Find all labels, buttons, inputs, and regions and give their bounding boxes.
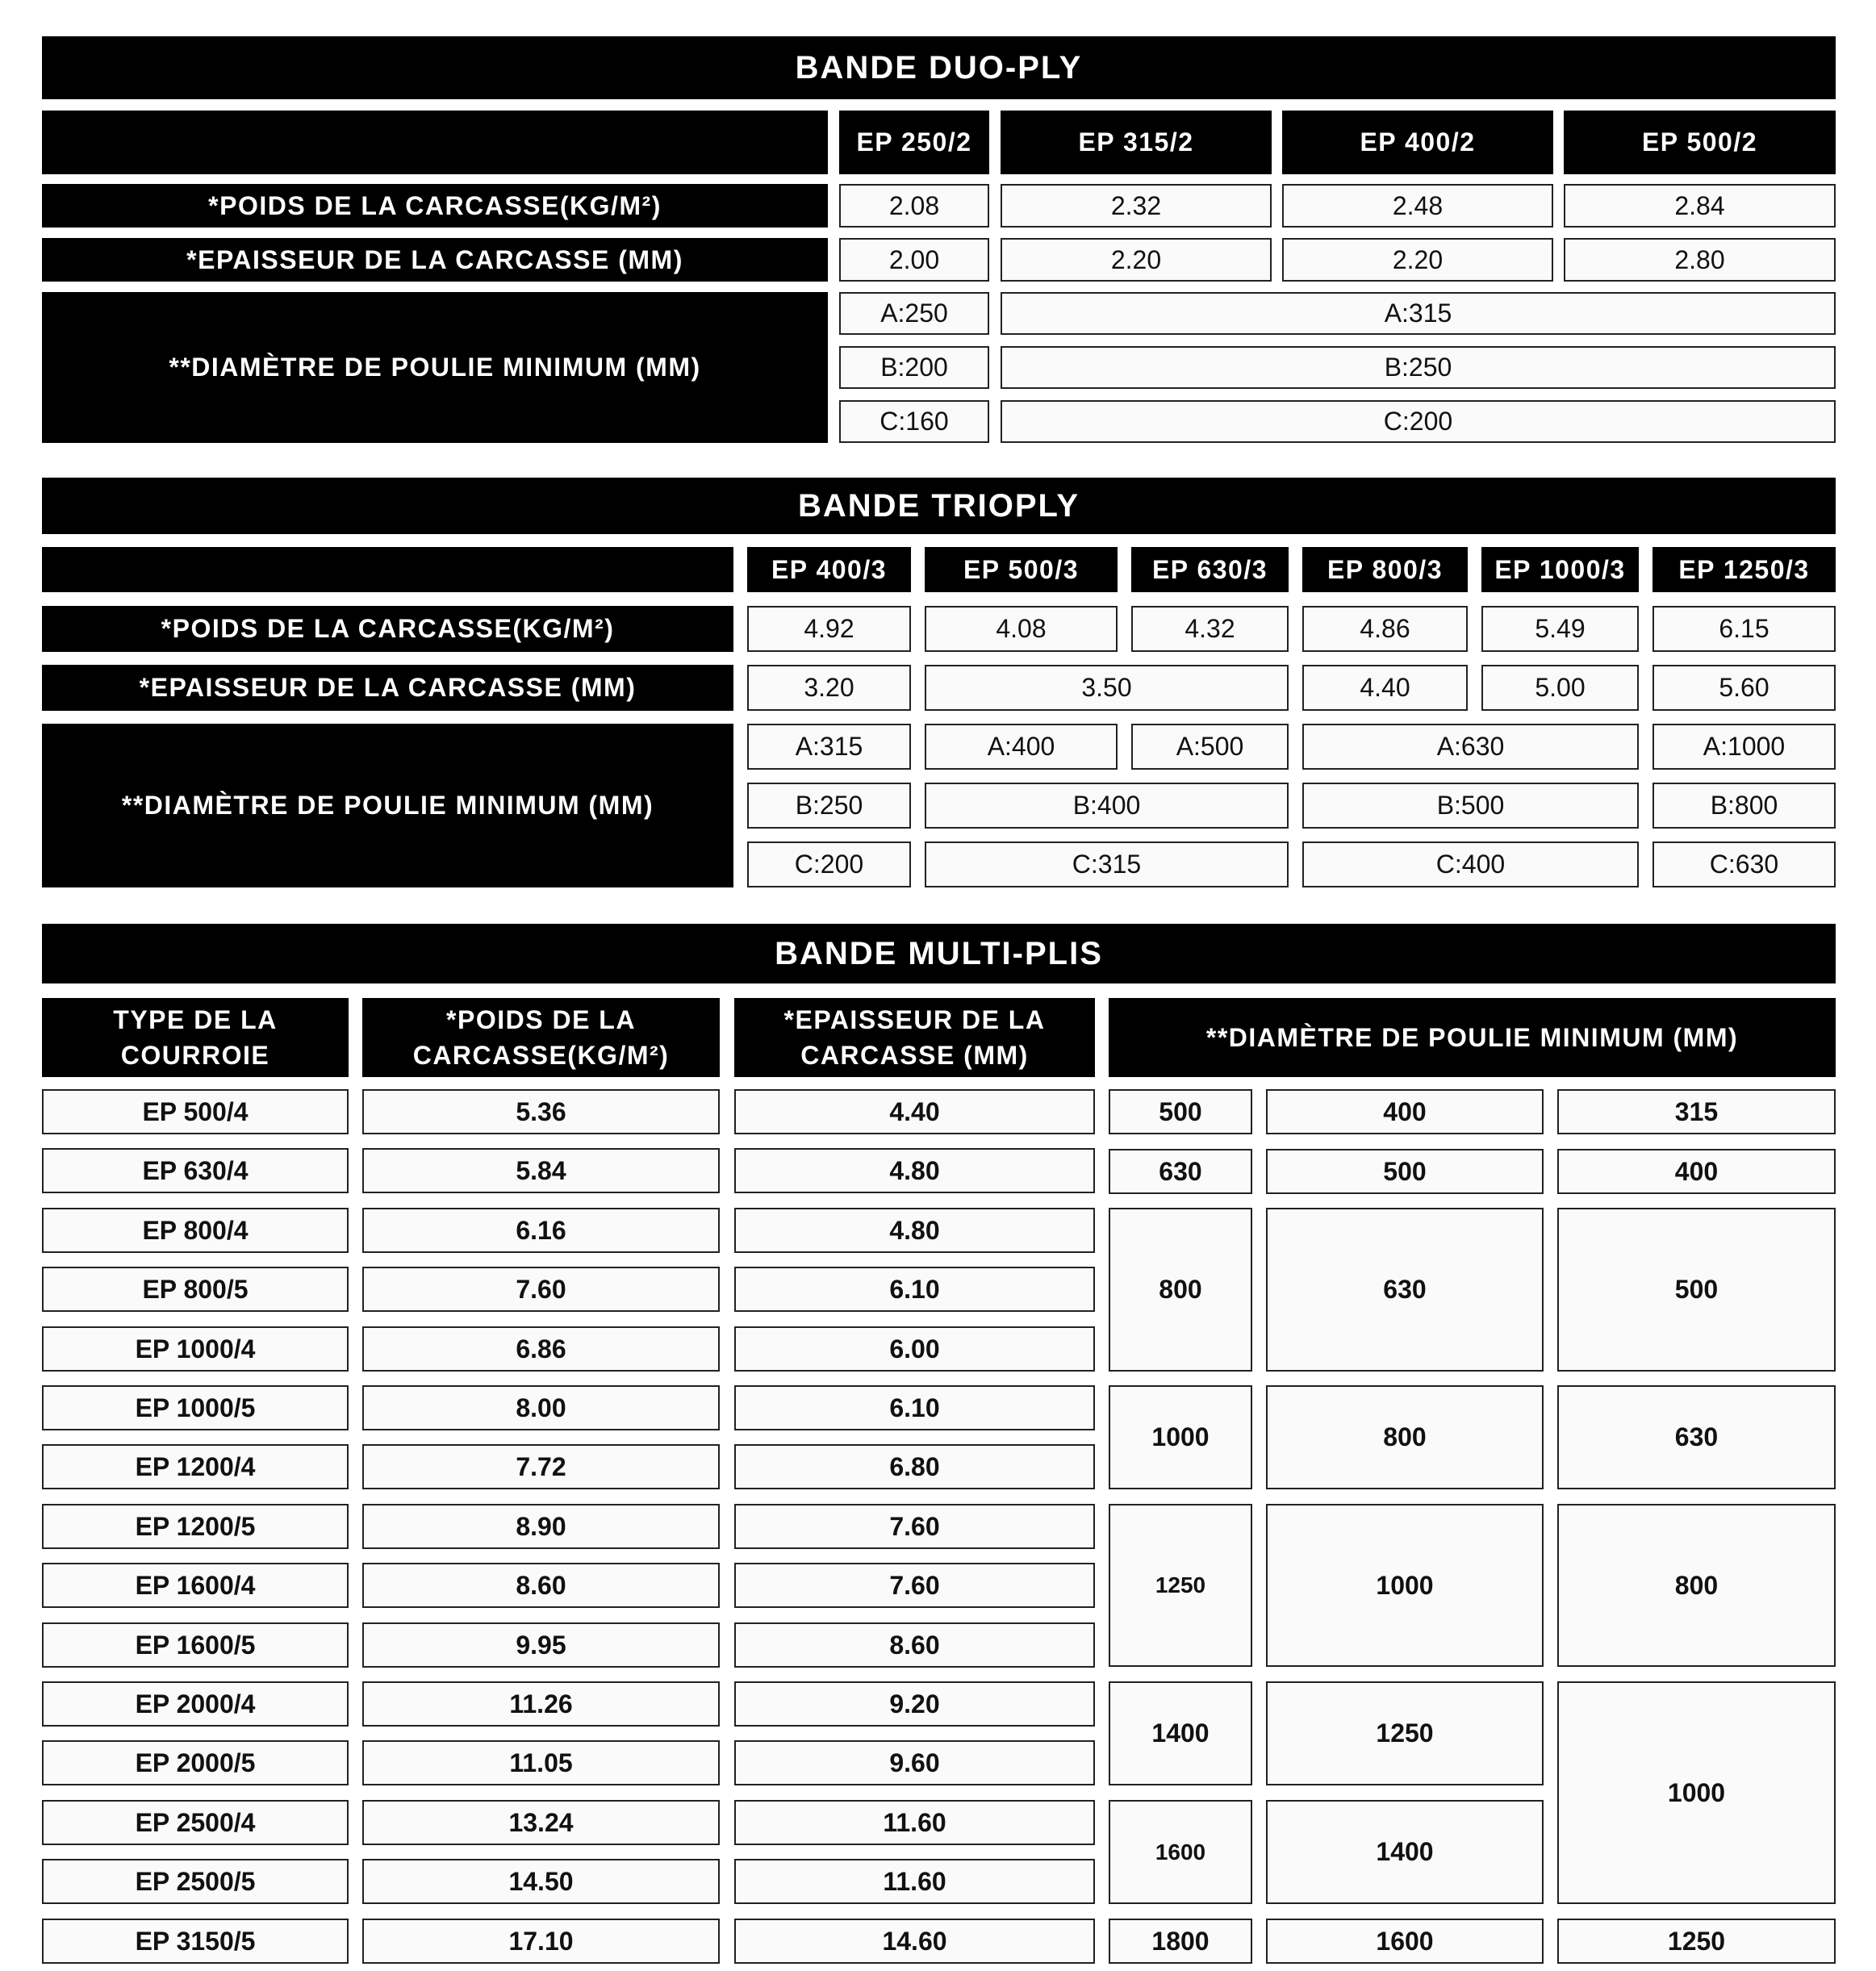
triply-col-header: EP 800/3 xyxy=(1302,547,1468,592)
multi-plis-diameter-b-cell: 1400 xyxy=(1266,1800,1544,1904)
multi-plis-diameter-a-cell: 1800 xyxy=(1109,1919,1252,1964)
duo-ply-header-blank xyxy=(42,111,828,174)
multi-plis-weight-cell: 17.10 xyxy=(362,1919,720,1964)
multi-plis-type-cell: EP 2500/5 xyxy=(42,1859,349,1904)
duo-ply-col-header: EP 250/2 xyxy=(839,111,989,174)
multi-plis-weight-cell: 13.24 xyxy=(362,1800,720,1845)
triply-diameter-a-cell: A:630 xyxy=(1302,724,1639,770)
multi-plis-diameter-a-cell: 800 xyxy=(1109,1208,1252,1372)
multi-plis-diameter-b-cell: 800 xyxy=(1266,1385,1544,1489)
triply-weight-cell: 4.32 xyxy=(1131,606,1289,652)
multi-plis-type-cell: EP 3150/5 xyxy=(42,1919,349,1964)
triply-diameter-b-cell: B:400 xyxy=(925,783,1289,829)
multi-plis-weight-cell: 9.95 xyxy=(362,1622,720,1668)
multi-plis-header-weight: *POIDS DE LA CARCASSE(KG/M²) xyxy=(362,998,720,1077)
triply-col-header: EP 400/3 xyxy=(747,547,911,592)
multi-plis-weight-cell: 8.00 xyxy=(362,1385,720,1430)
multi-plis-thickness-cell: 11.60 xyxy=(734,1800,1095,1845)
duo-ply-diameter-cell: C:160 xyxy=(839,400,989,443)
triply-diameter-c-cell: C:630 xyxy=(1652,841,1836,887)
multi-plis-diameter-c-cell: 400 xyxy=(1557,1149,1836,1194)
multi-plis-diameter-a-cell: 1250 xyxy=(1109,1504,1252,1667)
duo-ply-col-header: EP 315/2 xyxy=(1001,111,1272,174)
duo-ply-thickness-cell: 2.00 xyxy=(839,238,989,282)
triply-diameter-a-cell: A:500 xyxy=(1131,724,1289,770)
duo-ply-thickness-cell: 2.80 xyxy=(1564,238,1836,282)
triply-col-header: EP 1000/3 xyxy=(1481,547,1639,592)
triply-diameter-b-cell: B:250 xyxy=(747,783,911,829)
triply-diameter-c-cell: C:200 xyxy=(747,841,911,887)
triply-diameter-b-cell: B:500 xyxy=(1302,783,1639,829)
multi-plis-type-cell: EP 2500/4 xyxy=(42,1800,349,1845)
multi-plis-thickness-cell: 9.60 xyxy=(734,1740,1095,1785)
multi-plis-thickness-cell: 14.60 xyxy=(734,1919,1095,1964)
multi-plis-type-cell: EP 1000/5 xyxy=(42,1385,349,1430)
triply-diameter-c-cell: C:315 xyxy=(925,841,1289,887)
multi-plis-weight-cell: 8.60 xyxy=(362,1563,720,1608)
multi-plis-thickness-cell: 11.60 xyxy=(734,1859,1095,1904)
multi-plis-diameter-a-cell: 630 xyxy=(1109,1149,1252,1194)
triply-weight-cell: 5.49 xyxy=(1481,606,1639,652)
multi-plis-header-diameter: **DIAMÈTRE DE POULIE MINIMUM (MM) xyxy=(1109,998,1836,1077)
triply-weight-cell: 4.86 xyxy=(1302,606,1468,652)
duo-ply-thickness-cell: 2.20 xyxy=(1282,238,1553,282)
multi-plis-type-cell: EP 1600/5 xyxy=(42,1622,349,1668)
multi-plis-thickness-cell: 4.80 xyxy=(734,1208,1095,1253)
multi-plis-diameter-b-cell: 1250 xyxy=(1266,1681,1544,1785)
duo-ply-diameter-cell: A:315 xyxy=(1001,292,1836,335)
multi-plis-diameter-b-cell: 500 xyxy=(1266,1149,1544,1194)
multi-plis-title: BANDE MULTI-PLIS xyxy=(42,924,1836,983)
multi-plis-type-cell: EP 800/5 xyxy=(42,1267,349,1312)
multi-plis-type-cell: EP 1000/4 xyxy=(42,1326,349,1372)
multi-plis-thickness-cell: 7.60 xyxy=(734,1563,1095,1608)
duo-ply-title: BANDE DUO-PLY xyxy=(42,36,1836,99)
multi-plis-diameter-c-cell: 500 xyxy=(1557,1208,1836,1372)
multi-plis-diameter-c-cell: 315 xyxy=(1557,1089,1836,1134)
triply-diameter-a-cell: A:1000 xyxy=(1652,724,1836,770)
triply-thickness-cell: 4.40 xyxy=(1302,665,1468,711)
multi-plis-diameter-a-cell: 1400 xyxy=(1109,1681,1252,1785)
multi-plis-thickness-cell: 4.40 xyxy=(734,1089,1095,1134)
duo-ply-weight-cell: 2.84 xyxy=(1564,184,1836,228)
multi-plis-diameter-a-cell: 1000 xyxy=(1109,1385,1252,1489)
multi-plis-type-cell: EP 1600/4 xyxy=(42,1563,349,1608)
triply-thickness-cell: 3.50 xyxy=(925,665,1289,711)
multi-plis-type-cell: EP 2000/4 xyxy=(42,1681,349,1727)
duo-ply-weight-cell: 2.32 xyxy=(1001,184,1272,228)
multi-plis-weight-cell: 6.16 xyxy=(362,1208,720,1253)
multi-plis-type-cell: EP 500/4 xyxy=(42,1089,349,1134)
multi-plis-weight-cell: 14.50 xyxy=(362,1859,720,1904)
multi-plis-type-cell: EP 1200/4 xyxy=(42,1444,349,1489)
multi-plis-diameter-b-cell: 400 xyxy=(1266,1089,1544,1134)
triply-diameter-label: **DIAMÈTRE DE POULIE MINIMUM (MM) xyxy=(42,724,733,887)
multi-plis-diameter-a-cell: 1600 xyxy=(1109,1800,1252,1904)
multi-plis-weight-cell: 7.72 xyxy=(362,1444,720,1489)
multi-plis-thickness-cell: 6.10 xyxy=(734,1267,1095,1312)
duo-ply-diameter-cell: A:250 xyxy=(839,292,989,335)
multi-plis-type-cell: EP 630/4 xyxy=(42,1148,349,1193)
triply-diameter-c-cell: C:400 xyxy=(1302,841,1639,887)
multi-plis-thickness-cell: 6.00 xyxy=(734,1326,1095,1372)
multi-plis-diameter-c-cell: 800 xyxy=(1557,1504,1836,1667)
multi-plis-weight-cell: 5.84 xyxy=(362,1148,720,1193)
multi-plis-diameter-c-cell: 1000 xyxy=(1557,1681,1836,1904)
triply-col-header: EP 630/3 xyxy=(1131,547,1289,592)
triply-weight-cell: 4.08 xyxy=(925,606,1118,652)
triply-thickness-cell: 5.00 xyxy=(1481,665,1639,711)
multi-plis-weight-cell: 7.60 xyxy=(362,1267,720,1312)
triply-col-header: EP 1250/3 xyxy=(1652,547,1836,592)
multi-plis-thickness-cell: 6.10 xyxy=(734,1385,1095,1430)
multi-plis-diameter-a-cell: 500 xyxy=(1109,1089,1252,1134)
multi-plis-diameter-c-cell: 1250 xyxy=(1557,1919,1836,1964)
multi-plis-weight-cell: 11.05 xyxy=(362,1740,720,1785)
multi-plis-weight-cell: 5.36 xyxy=(362,1089,720,1134)
multi-plis-weight-cell: 8.90 xyxy=(362,1504,720,1549)
duo-ply-diameter-cell: C:200 xyxy=(1001,400,1836,443)
multi-plis-diameter-c-cell: 630 xyxy=(1557,1385,1836,1489)
multi-plis-type-cell: EP 2000/5 xyxy=(42,1740,349,1785)
multi-plis-thickness-cell: 8.60 xyxy=(734,1622,1095,1668)
duo-ply-col-header: EP 500/2 xyxy=(1564,111,1836,174)
multi-plis-diameter-b-cell: 1600 xyxy=(1266,1919,1544,1964)
triply-thickness-label: *EPAISSEUR DE LA CARCASSE (MM) xyxy=(42,665,733,711)
triply-diameter-b-cell: B:800 xyxy=(1652,783,1836,829)
duo-ply-weight-label: *POIDS DE LA CARCASSE(KG/M²) xyxy=(42,184,828,228)
multi-plis-type-cell: EP 800/4 xyxy=(42,1208,349,1253)
multi-plis-diameter-b-cell: 630 xyxy=(1266,1208,1544,1372)
duo-ply-thickness-cell: 2.20 xyxy=(1001,238,1272,282)
duo-ply-weight-cell: 2.48 xyxy=(1282,184,1553,228)
triply-thickness-cell: 5.60 xyxy=(1652,665,1836,711)
duo-ply-col-header: EP 400/2 xyxy=(1282,111,1553,174)
multi-plis-thickness-cell: 6.80 xyxy=(734,1444,1095,1489)
duo-ply-thickness-label: *EPAISSEUR DE LA CARCASSE (MM) xyxy=(42,238,828,282)
multi-plis-diameter-b-cell: 1000 xyxy=(1266,1504,1544,1667)
triply-thickness-cell: 3.20 xyxy=(747,665,911,711)
triply-weight-cell: 4.92 xyxy=(747,606,911,652)
multi-plis-header-type: TYPE DE LA COURROIE xyxy=(42,998,349,1077)
multi-plis-thickness-cell: 9.20 xyxy=(734,1681,1095,1727)
multi-plis-thickness-cell: 7.60 xyxy=(734,1504,1095,1549)
triply-diameter-a-cell: A:400 xyxy=(925,724,1118,770)
duo-ply-diameter-cell: B:200 xyxy=(839,346,989,389)
triply-col-header: EP 500/3 xyxy=(925,547,1118,592)
triply-title: BANDE TRIOPLY xyxy=(42,478,1836,534)
triply-weight-label: *POIDS DE LA CARCASSE(KG/M²) xyxy=(42,606,733,652)
multi-plis-weight-cell: 6.86 xyxy=(362,1326,720,1372)
multi-plis-type-cell: EP 1200/5 xyxy=(42,1504,349,1549)
triply-weight-cell: 6.15 xyxy=(1652,606,1836,652)
multi-plis-header-thickness: *EPAISSEUR DE LA CARCASSE (MM) xyxy=(734,998,1095,1077)
multi-plis-thickness-cell: 4.80 xyxy=(734,1148,1095,1193)
triply-header-blank xyxy=(42,547,733,592)
triply-diameter-a-cell: A:315 xyxy=(747,724,911,770)
duo-ply-diameter-label: **DIAMÈTRE DE POULIE MINIMUM (MM) xyxy=(42,292,828,443)
duo-ply-weight-cell: 2.08 xyxy=(839,184,989,228)
duo-ply-diameter-cell: B:250 xyxy=(1001,346,1836,389)
multi-plis-weight-cell: 11.26 xyxy=(362,1681,720,1727)
